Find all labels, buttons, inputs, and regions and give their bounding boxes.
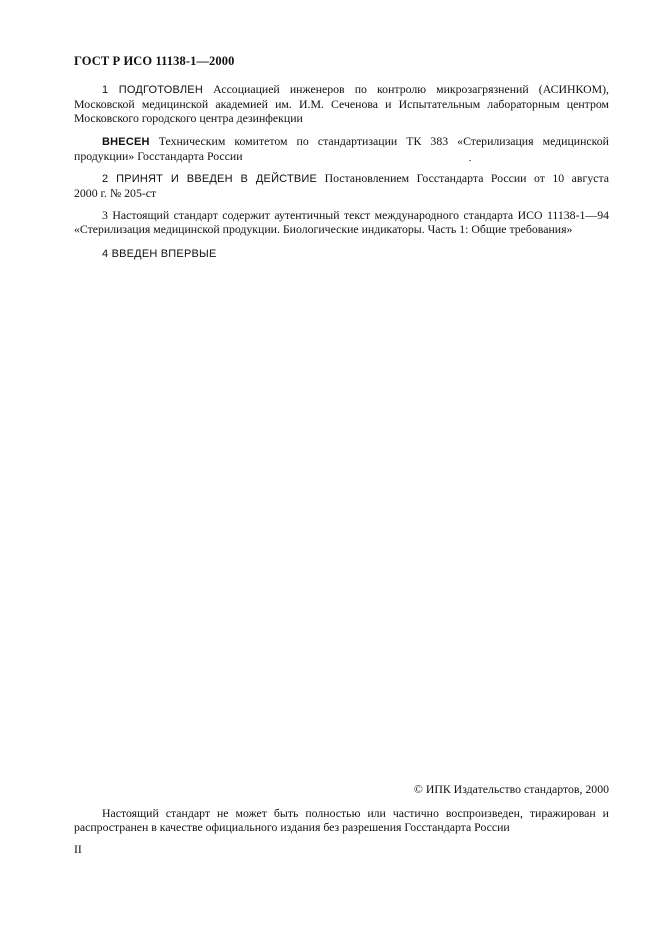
page-number: II	[74, 842, 82, 856]
notice-line: Настоящий стандарт не может быть полностью или частично воспроизведен, тиражирован и	[102, 806, 609, 820]
paragraph-lead: ВНЕСЕН	[102, 136, 150, 148]
paragraph-line	[74, 246, 609, 261]
paragraph-line: продукции» Госстандарта России	[74, 149, 243, 163]
paragraph-line: 3 Настоящий стандарт содержит аутентичный текст международного стандарта ИСО 11138-1—94	[102, 208, 609, 222]
paragraph-lead: 2 ПРИНЯТ И ВВЕДЕН В ДЕЙСТВИЕ	[102, 173, 318, 185]
paragraph-line: 2000 г. № 205-ст	[74, 186, 157, 200]
paragraph-line: «Стерилизация медицинской продукции. Биологические индикаторы. Часть 1: Общие требования»	[74, 222, 573, 236]
notice-line: распространен в качестве официального издания без разрешения Госстандарта России	[74, 820, 510, 834]
paragraph-first-introduced	[74, 246, 609, 261]
paragraph-line: 2 ПРИНЯТ И ВВЕДЕН В ДЕЙСТВИЕ Постановлением Госстандарта России от 10 августа	[102, 171, 609, 185]
scan-speck	[469, 160, 471, 161]
paragraph-authentic-text	[74, 208, 609, 236]
paragraph-line: 1 ПОДГОТОВЛЕН Ассоциацией инженеров по контролю микрозагрязнений (АСИНКОМ),	[102, 82, 609, 96]
paragraph-line: ВНЕСЕН Техническим комитетом по стандартизации ТК 383 «Стерилизация медицинской	[102, 134, 609, 148]
paragraph-prepared-by	[74, 82, 609, 125]
copyright-notice: © ИПК Издательство стандартов, 2000	[413, 782, 609, 796]
paragraph-line: Московской медицинской академией им. И.М. Сеченова и Испытательным лабораторным центром	[74, 97, 609, 111]
paragraph-lead: 1 ПОДГОТОВЛЕН	[102, 84, 203, 96]
paragraph-line: Московского городского центра дезинфекции	[74, 111, 303, 125]
document-header: ГОСТ Р ИСО 11138-1—2000	[74, 54, 235, 68]
paragraph-introduced-by	[74, 134, 609, 163]
paragraph-lead: 4 ВВЕДЕН ВПЕРВЫЕ	[102, 248, 217, 260]
paragraph-adopted	[74, 171, 609, 200]
reproduction-notice	[74, 806, 609, 834]
